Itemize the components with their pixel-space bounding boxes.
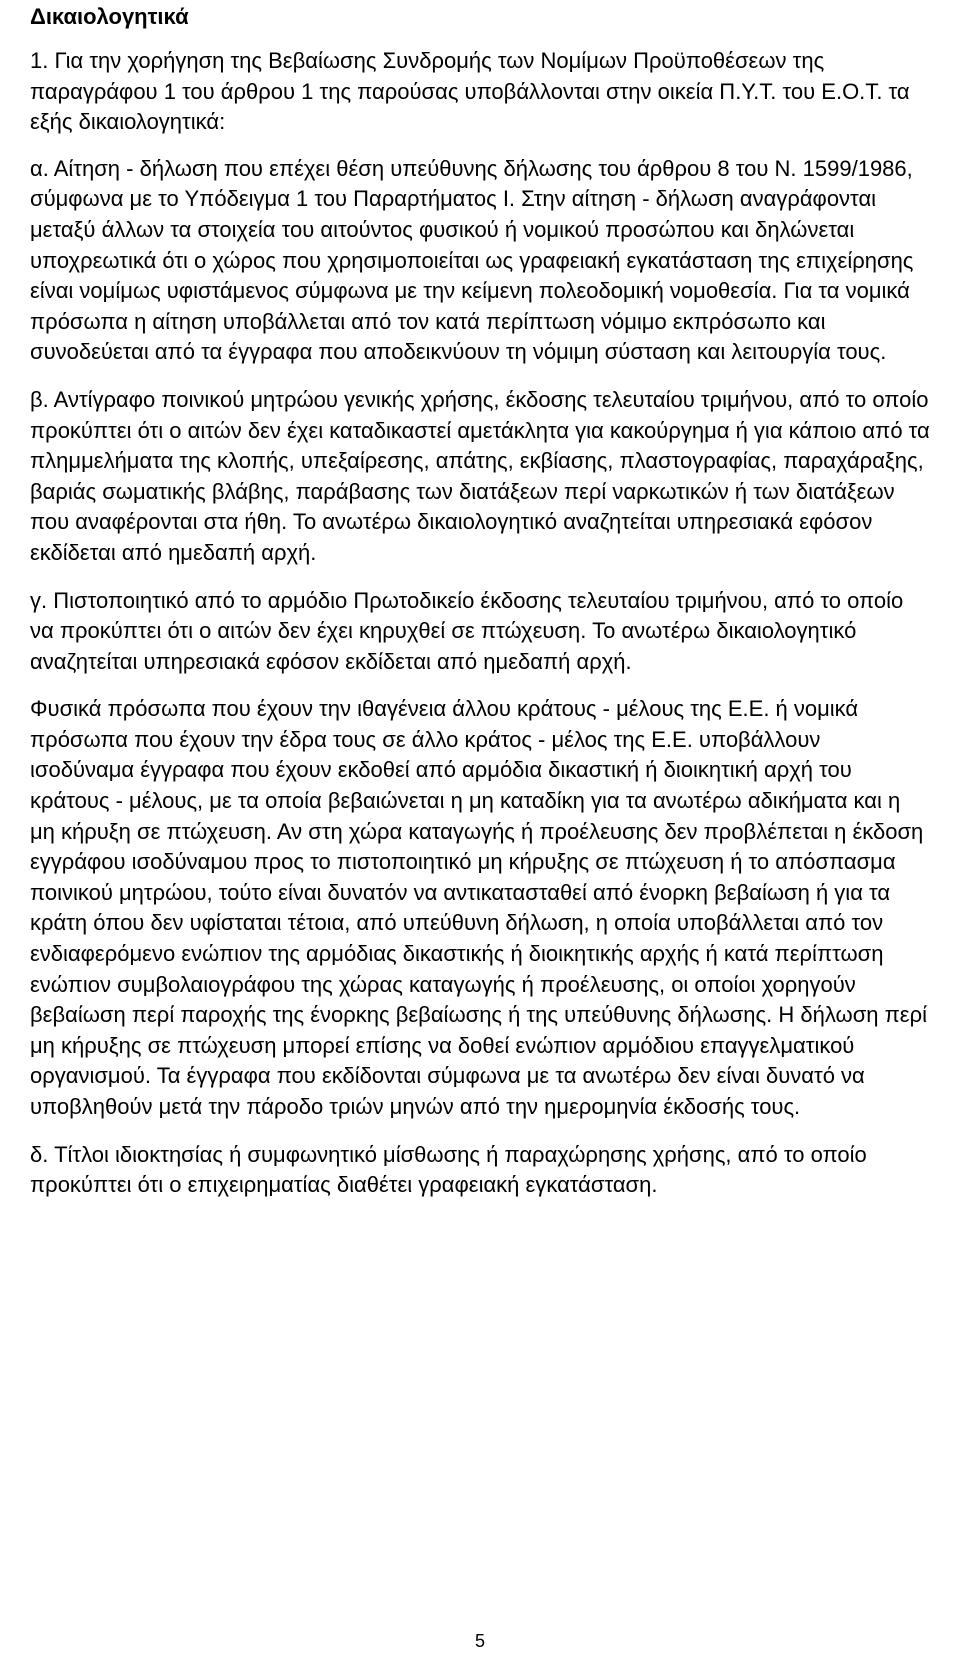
paragraph-foreign-persons: Φυσικά πρόσωπα που έχουν την ιθαγένεια άλλου κράτους - μέλους της Ε.Ε. ή νομικά πρόσωπα που έχουν την έδρα τους σε άλλο κράτος - μέλος της Ε.Ε. υποβάλλουν ισοδύναμα έγγραφα που έχουν εκδοθεί από αρμόδια δικαστική ή διοικητική αρχή του κράτους - μέλους, με τα οποία βεβαιώνεται η μη καταδίκη για τα ανωτέρω αδικήματα και η μη κήρυξη σε πτώχευση. Αν στη χώρα καταγωγής ή προέλευσης δεν προβλέπεται η έκδοση εγγράφου ισοδύναμου προς το πιστοποιητικό μη κήρυξης σε πτώχευση ή το απόσπασμα ποινικού μητρώου, τούτο είναι δυνατόν να αντικατασταθεί από ένορκη βεβαίωση ή για τα κράτη όπου δεν υφίσταται τέτοια, από υπεύθυνη δήλωση, η οποία υποβάλλεται από τον ενδιαφερόμενο ενώπιον της αρμόδιας δικαστικής ή διοικητικής αρχής ή κατά περίπτωση ενώπιον συμβολαιογράφου της χώρας καταγωγής ή προέλευσης, οι οποίοι χορηγούν βεβαίωση περί παροχής της ένορκης βεβαίωσης ή της υπεύθυνης δήλωσης. Η δήλωση περί μη κήρυξης σε πτώχευση μπορεί επίσης να δοθεί ενώπιον αρμόδιου επαγγελματικού οργανισμού. Τα έγγραφα που εκδίδονται σύμφωνα με τα ανωτέρω δεν είναι δυνατό να υποβληθούν μετά την πάροδο τριών μηνών από την ημερομηνία έκδοσής τους. [30,696,928,1119]
section-heading: Δικαιολογητικά [30,4,189,29]
paragraph-item-d: δ. Τίτλοι ιδιοκτησίας ή συμφωνητικό μίσθωσης ή παραχώρησης χρήσης, από το οποίο προκύπτει ότι ο επιχειρηματίας διαθέτει γραφειακή εγκατάσταση. [30,1141,867,1198]
paragraph-intro: 1. Για την χορήγηση της Βεβαίωσης Συνδρομής των Νομίμων Προϋποθέσεων της παραγράφου 1 του άρθρου 1 της παρούσας υποβάλλονται στην οικεία Π.Υ.Τ. του Ε.Ο.Τ. τα εξής δικαιολογητικά: [30,48,910,135]
page-number: 5 [474,1631,485,1651]
paragraph-item-c: γ. Πιστοποιητικό από το αρμόδιο Πρωτοδικείο έκδοσης τελευταίου τριμήνου, από το οποίο να προκύπτει ότι ο αιτών δεν έχει κηρυχθεί σε πτώχευση. Το ανωτέρω δικαιολογητικό αναζητείται υπηρεσιακά εφόσον εκδίδεται από ημεδαπή αρχή. [30,587,904,674]
paragraph-item-b: β. Αντίγραφο ποινικού μητρώου γενικής χρήσης, έκδοσης τελευταίου τριμήνου, από το οποίο προκύπτει ότι ο αιτών δεν έχει καταδικαστεί αμετάκλητα για κακούργημα ή για κάποιο από τα πλημμελήματα της κλοπής, υπεξαίρεσης, απάτης, εκβίασης, πλαστογραφίας, παραχάραξης, βαριάς σωματικής βλάβης, παράβασης των διατάξεων περί ναρκωτικών ή των διατάξεων που αναφέρονται στα ήθη. Το ανωτέρω δικαιολογητικό αναζητείται υπηρεσιακά εφόσον εκδίδεται από ημεδαπή αρχή. [30,386,930,565]
paragraph-item-a: α. Αίτηση - δήλωση που επέχει θέση υπεύθυνης δήλωσης του άρθρου 8 του Ν. 1599/1986, σύμφωνα με το Υπόδειγμα 1 του Παραρτήματος Ι. Στην αίτηση - δήλωση αναγράφονται μεταξύ άλλων τα στοιχεία του αιτούντος φυσικού ή νομικού προσώπου και δηλώνεται υποχρεωτικά ότι ο χώρος που χρησιμοποιείται ως γραφειακή εγκατάσταση της επιχείρησης είναι νομίμως υφιστάμενος σύμφωνα με την κείμενη πολεοδομική νομοθεσία. Για τα νομικά πρόσωπα η αίτηση υποβάλλεται από τον κατά περίπτωση νόμιμο εκπρόσωπο και συνοδεύεται από τα έγγραφα που αποδεικνύουν τη νόμιμη σύσταση και λειτουργία τους. [30,155,914,365]
